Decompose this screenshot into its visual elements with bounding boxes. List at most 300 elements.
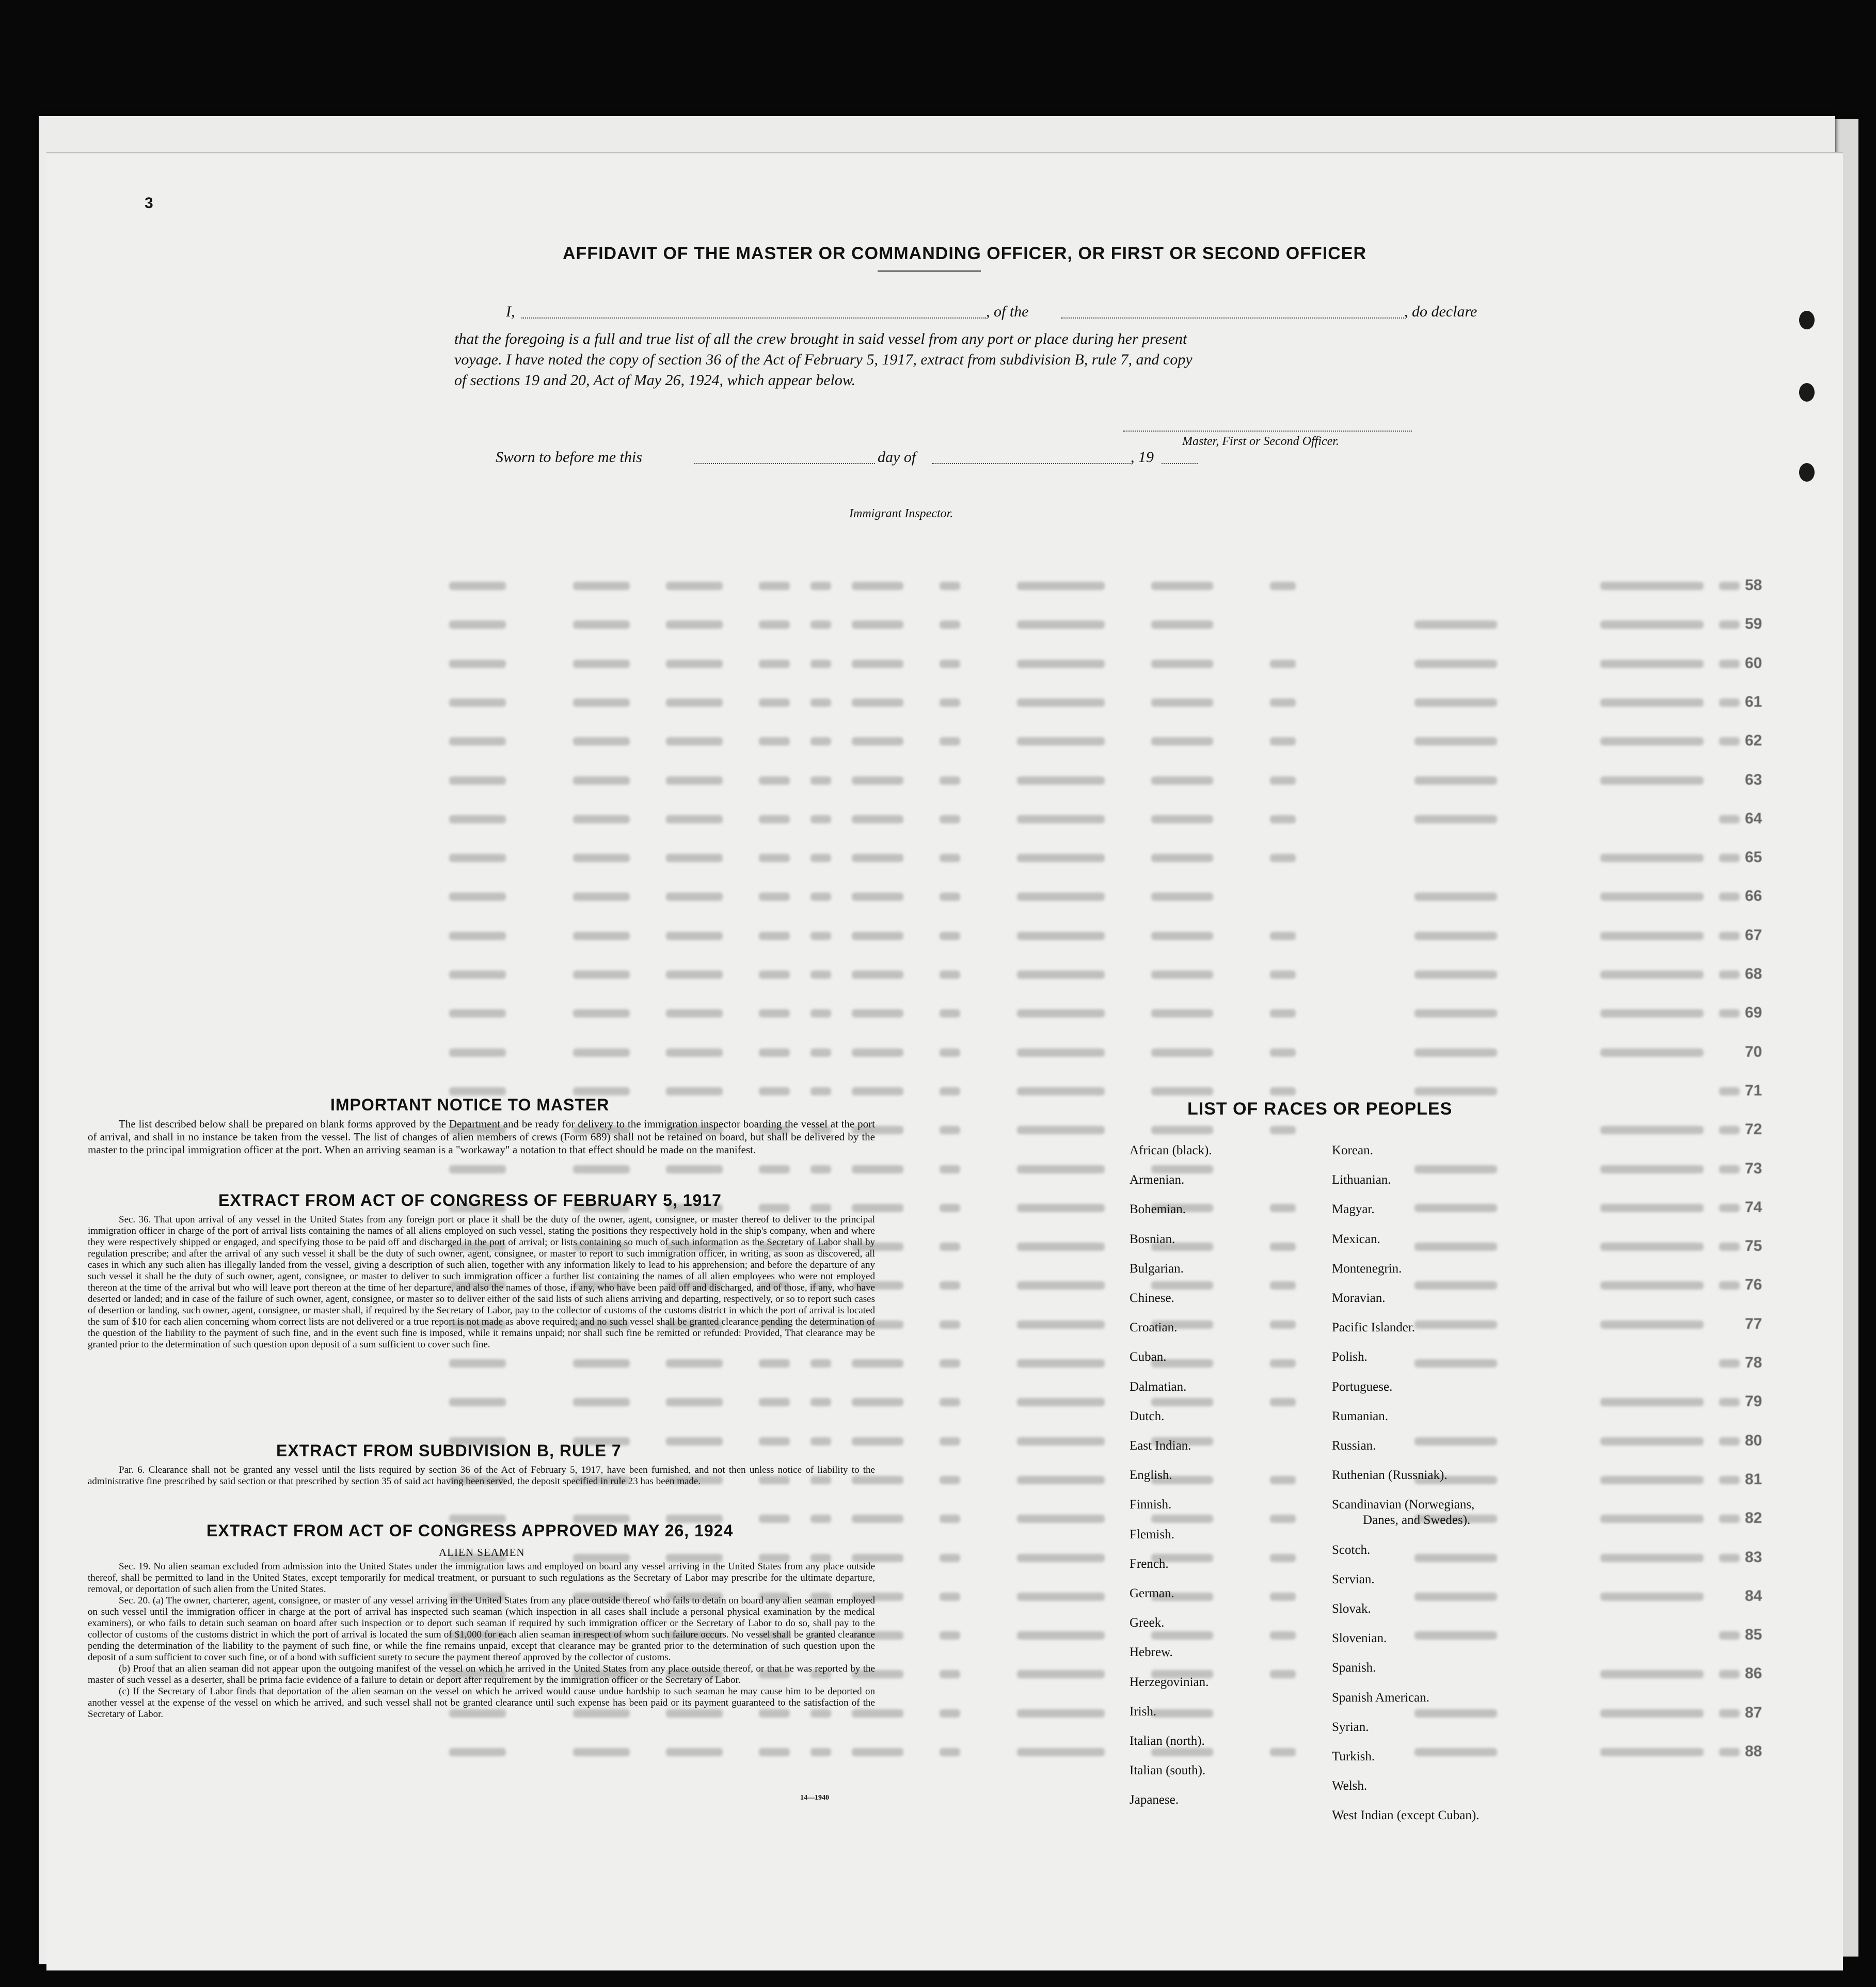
bleed-mark	[810, 971, 831, 979]
race-item: Rumanian.	[1332, 1409, 1389, 1423]
bleed-mark	[1017, 1709, 1105, 1718]
bleed-mark	[1270, 1281, 1296, 1290]
sworn-month-field[interactable]	[932, 463, 1131, 464]
bleed-mark	[1719, 971, 1740, 979]
race-item: Herzegovinian.	[1130, 1675, 1209, 1689]
bleed-mark	[1270, 698, 1296, 707]
bleed-mark	[1600, 971, 1704, 979]
bleed-mark	[940, 1709, 960, 1718]
bleed-mark	[759, 815, 790, 823]
bleed-mark	[1600, 582, 1704, 590]
bleed-mark	[810, 1009, 831, 1018]
bleed-mark	[1719, 1243, 1740, 1251]
bleed-row-number: 72	[1745, 1121, 1762, 1138]
bleed-mark	[1719, 1631, 1740, 1640]
rule-7-title: EXTRACT FROM SUBDIVISION B, RULE 7	[276, 1441, 622, 1460]
bleed-mark	[810, 698, 831, 707]
bleed-mark	[1719, 1204, 1740, 1212]
bleed-mark	[1017, 893, 1105, 901]
sworn-day-field[interactable]	[694, 463, 875, 464]
race-item: Japanese.	[1130, 1793, 1179, 1807]
bleed-mark	[1719, 1126, 1740, 1134]
bleed-mark	[1414, 698, 1497, 707]
bleed-mark	[810, 660, 831, 668]
bleed-mark	[810, 737, 831, 745]
bleed-mark	[940, 737, 960, 745]
bleed-mark	[1719, 1709, 1740, 1718]
bleed-mark	[940, 1126, 960, 1134]
bleed-mark	[1017, 1204, 1105, 1212]
bleed-mark	[1017, 1476, 1105, 1484]
race-item: Syrian.	[1332, 1720, 1369, 1734]
bleed-mark	[1270, 582, 1296, 590]
bleed-mark	[940, 1204, 960, 1212]
bleed-mark	[1600, 1437, 1704, 1445]
bleed-mark	[940, 1087, 960, 1095]
bleed-mark	[1600, 1476, 1704, 1484]
bleed-mark	[1719, 582, 1740, 590]
bleed-row-number: 60	[1745, 654, 1762, 672]
bleed-mark	[449, 1009, 506, 1018]
bleed-mark	[1414, 1009, 1497, 1018]
bleed-mark	[1600, 1009, 1704, 1018]
bleed-mark	[1017, 621, 1105, 629]
bleed-mark	[1600, 776, 1704, 785]
bleed-row-number: 86	[1745, 1665, 1762, 1682]
bleed-mark	[1719, 1515, 1740, 1523]
bleed-mark	[1151, 1709, 1213, 1718]
bleed-mark	[852, 1437, 903, 1445]
bleed-mark	[1719, 932, 1740, 940]
bleed-row-number: 88	[1745, 1743, 1762, 1760]
bleed-mark	[759, 1204, 790, 1212]
bleed-mark	[852, 1048, 903, 1057]
bleed-mark	[1151, 776, 1213, 785]
bleed-mark	[810, 776, 831, 785]
bleed-mark	[1270, 1476, 1296, 1484]
race-item: Scandinavian (Norwegians,	[1332, 1498, 1475, 1512]
bleed-mark	[1719, 1009, 1740, 1018]
bleed-mark	[759, 1009, 790, 1018]
bleed-mark	[852, 1748, 903, 1756]
bleed-mark	[810, 893, 831, 901]
bleed-mark	[573, 854, 630, 862]
races-title: LIST OF RACES OR PEOPLES	[1187, 1099, 1453, 1119]
bleed-mark	[852, 1398, 903, 1406]
bleed-row-number: 65	[1745, 849, 1762, 866]
bleed-mark	[852, 621, 903, 629]
bleed-mark	[1600, 1593, 1704, 1601]
bleed-mark	[810, 932, 831, 940]
bleed-mark	[759, 1165, 790, 1173]
bleed-mark	[1017, 1281, 1105, 1290]
bleed-mark	[1151, 660, 1213, 668]
bleed-mark	[1270, 1670, 1296, 1678]
bleed-mark	[1719, 1087, 1740, 1095]
bleed-mark	[1414, 1359, 1497, 1368]
bleed-mark	[449, 971, 506, 979]
bleed-mark	[1600, 1709, 1704, 1718]
bleed-mark	[810, 1437, 831, 1445]
race-item: Russian.	[1332, 1439, 1376, 1453]
race-item: Mexican.	[1332, 1232, 1380, 1246]
bleed-mark	[666, 1359, 723, 1368]
bleed-mark	[940, 1670, 960, 1678]
bleed-mark	[1600, 1243, 1704, 1251]
alien-seamen-subtitle: ALIEN SEAMEN	[439, 1546, 525, 1559]
bleed-mark	[940, 698, 960, 707]
bleed-mark	[1017, 932, 1105, 940]
sworn-year-field[interactable]	[1162, 463, 1198, 464]
of-the-label: , of the	[986, 303, 1029, 320]
bleed-mark	[449, 776, 506, 785]
bleed-mark	[1151, 893, 1213, 901]
bleed-mark	[852, 1515, 903, 1523]
form-sheet	[46, 152, 1843, 1970]
race-item: Dalmatian.	[1130, 1379, 1187, 1394]
bleed-mark	[1017, 1670, 1105, 1678]
bleed-mark	[1151, 1281, 1213, 1290]
race-item: East Indian.	[1130, 1439, 1191, 1453]
bleed-mark	[1270, 1204, 1296, 1212]
bleed-mark	[1600, 1204, 1704, 1212]
bleed-mark	[1270, 660, 1296, 668]
bleed-mark	[1414, 1554, 1497, 1562]
affidavit-i-label: I,	[506, 303, 515, 320]
bleed-mark	[759, 1748, 790, 1756]
bleed-mark	[940, 893, 960, 901]
bleed-mark	[1270, 1398, 1296, 1406]
race-item: French.	[1130, 1556, 1169, 1571]
bleed-mark	[1719, 1554, 1740, 1562]
bleed-mark	[1270, 1321, 1296, 1329]
bleed-mark	[1719, 1359, 1740, 1368]
race-item: Welsh.	[1332, 1779, 1368, 1793]
race-item: Slovak.	[1332, 1602, 1371, 1616]
bleed-mark	[940, 1476, 960, 1484]
bleed-mark	[1414, 893, 1497, 901]
bleed-mark	[1600, 932, 1704, 940]
race-item: Cuban.	[1130, 1350, 1167, 1364]
bleed-mark	[1600, 1670, 1704, 1678]
bleed-mark	[1414, 1593, 1497, 1601]
bleed-mark	[1017, 815, 1105, 823]
extract-1924-title: EXTRACT FROM ACT OF CONGRESS APPROVED MAY 26, 1924	[206, 1521, 734, 1540]
bleed-mark	[1151, 971, 1213, 979]
bleed-row-number: 68	[1745, 965, 1762, 982]
bleed-mark	[810, 1087, 831, 1095]
race-item: Dutch.	[1130, 1409, 1165, 1423]
bleed-mark	[940, 932, 960, 940]
bleed-row-number: 59	[1745, 615, 1762, 633]
bleed-mark	[449, 1165, 506, 1173]
bleed-mark	[1414, 1204, 1497, 1212]
bleed-mark	[852, 1009, 903, 1018]
title-rule	[878, 271, 981, 272]
bleed-mark	[940, 1437, 960, 1445]
bleed-mark	[1151, 815, 1213, 823]
bleed-mark	[666, 1087, 723, 1095]
bleed-mark	[1017, 1321, 1105, 1329]
bleed-mark	[1719, 1670, 1740, 1678]
bleed-mark	[1600, 1748, 1704, 1756]
bleed-mark	[449, 815, 506, 823]
bleed-mark	[1414, 932, 1497, 940]
race-item: Chinese.	[1130, 1291, 1174, 1305]
bleed-mark	[1719, 660, 1740, 668]
bleed-mark	[940, 1009, 960, 1018]
bleed-mark	[1270, 971, 1296, 979]
bleed-mark	[573, 621, 630, 629]
bleed-mark	[573, 1009, 630, 1018]
bleed-mark	[1151, 698, 1213, 707]
bleed-row-number: 78	[1745, 1354, 1762, 1371]
bleed-mark	[940, 621, 960, 629]
bleed-mark	[1151, 1515, 1213, 1523]
bleed-mark	[666, 932, 723, 940]
bleed-mark	[1270, 1359, 1296, 1368]
bleed-mark	[1017, 776, 1105, 785]
bleed-mark	[666, 1165, 723, 1173]
bleed-row-number: 84	[1745, 1587, 1762, 1604]
bleed-mark	[1719, 1748, 1740, 1756]
race-item: Irish.	[1130, 1704, 1157, 1719]
bleed-mark	[1151, 621, 1213, 629]
bleed-mark	[1151, 582, 1213, 590]
bleed-mark	[1151, 854, 1213, 862]
bleed-mark	[449, 1048, 506, 1057]
bleed-mark	[1600, 1515, 1704, 1523]
bleed-mark	[1151, 1165, 1213, 1173]
bleed-mark	[573, 932, 630, 940]
bleed-mark	[940, 1281, 960, 1290]
year-prefix-label: , 19	[1131, 449, 1154, 466]
bleed-row-number: 81	[1745, 1470, 1762, 1488]
bleed-mark	[1414, 1748, 1497, 1756]
bleed-mark	[1719, 1281, 1740, 1290]
bleed-mark	[573, 815, 630, 823]
bleed-mark	[759, 854, 790, 862]
bleed-mark	[940, 1243, 960, 1251]
bleed-mark	[940, 776, 960, 785]
bleed-mark	[1017, 698, 1105, 707]
bleed-mark	[1600, 1398, 1704, 1406]
bleed-mark	[1414, 971, 1497, 979]
bleed-mark	[449, 698, 506, 707]
bleed-mark	[1270, 854, 1296, 862]
bleed-mark	[1719, 698, 1740, 707]
section-20a-text: Sec. 20. (a) The owner, charterer, agent, consignee, or master of any vessel arriving in the United States from any place outside thereof who fails to detain on board any alien seaman employed on such vessel until the immigration officer in charge at the port of arrival has inspected such seaman (which inspection in all cases shall include a personal physical examination by the medical examiners), or who fails to detain such seaman on board after such inspection or to deport such seaman if required by such immigration officer or the Secretary of Labor to do so, shall pay to the collector of customs of the customs district in which the port of arrival is located the sum of $1,000 for each alien seaman in respect of whom such failure occurs. No vessel shall be granted clearance pending the determination of the liability to the payment of such fine, or while the fine remains unpaid, except that clearance may be granted prior to the determination of such question upon the deposit of a sum sufficient to cover such fine, or of a bond with sufficient surety to secure the payment thereof approved by the collector of customs.	[88, 1595, 875, 1663]
bleed-mark	[759, 1087, 790, 1095]
bleed-mark	[810, 1398, 831, 1406]
race-item: Polish.	[1332, 1350, 1368, 1364]
bleed-mark	[940, 1515, 960, 1523]
bleed-mark	[1719, 1437, 1740, 1445]
race-item: Portuguese.	[1332, 1379, 1393, 1394]
bleed-row-number: 64	[1745, 809, 1762, 827]
bleed-mark	[573, 893, 630, 901]
bleed-mark	[449, 1087, 506, 1095]
bleed-row-number: 63	[1745, 771, 1762, 788]
race-item: Italian (south).	[1130, 1763, 1206, 1778]
bleed-row-number: 74	[1745, 1198, 1762, 1216]
race-item: Italian (north).	[1130, 1734, 1205, 1748]
race-item: English.	[1130, 1468, 1172, 1483]
bleed-mark	[940, 854, 960, 862]
bleed-mark	[1414, 1709, 1497, 1718]
bleed-mark	[1719, 854, 1740, 862]
bleed-mark	[940, 1593, 960, 1601]
bleed-mark	[666, 1748, 723, 1756]
bleed-mark	[1151, 1087, 1213, 1095]
notice-text: The list described below shall be prepared on blank forms approved by the Department and be ready for delivery to the immigration inspector boarding the vessel at the port of arrival, and shall in no instance be taken from the vessel. The list of changes of alien members of crews (Form 689) shall not be retained on board, but shall be delivered by the master to the principal immigration officer at the port. When an arriving seaman is a "workaway" a notation to that effect should be made on the manifest.	[88, 1118, 875, 1156]
bleed-mark	[810, 1048, 831, 1057]
race-item: Pacific Islander.	[1332, 1321, 1416, 1335]
bleed-mark	[449, 932, 506, 940]
bleed-mark	[759, 582, 790, 590]
bleed-mark	[573, 1165, 630, 1173]
bleed-mark	[1017, 1165, 1105, 1173]
bleed-row-number: 70	[1745, 1043, 1762, 1060]
bleed-mark	[1719, 737, 1740, 745]
affidavit-line-4: of sections 19 and 20, Act of May 26, 1924, which appear below.	[454, 372, 856, 389]
bleed-mark	[759, 971, 790, 979]
bleed-mark	[852, 1204, 903, 1212]
do-declare-label: , do declare	[1404, 303, 1477, 320]
bleed-mark	[852, 1165, 903, 1173]
bleed-mark	[1719, 1476, 1740, 1484]
bleed-row-number: 76	[1745, 1276, 1762, 1294]
name-field[interactable]	[521, 317, 986, 319]
bleed-mark	[1270, 1515, 1296, 1523]
bleed-mark	[1270, 1009, 1296, 1018]
bleed-mark	[810, 815, 831, 823]
bleed-row-number: 85	[1745, 1626, 1762, 1644]
bleed-mark	[573, 1048, 630, 1057]
bleed-mark	[1414, 776, 1497, 785]
bleed-mark	[1414, 1048, 1497, 1057]
bleed-mark	[940, 1398, 960, 1406]
bleed-mark	[449, 893, 506, 901]
bleed-mark	[1017, 854, 1105, 862]
bleed-row-number: 82	[1745, 1509, 1762, 1527]
bleed-mark	[1414, 1631, 1497, 1640]
bleed-mark	[759, 621, 790, 629]
bleed-mark	[449, 1398, 506, 1406]
bleed-mark	[666, 621, 723, 629]
bleed-mark	[1600, 1048, 1704, 1057]
bleed-mark	[573, 971, 630, 979]
bleed-mark	[852, 971, 903, 979]
bleed-mark	[573, 1748, 630, 1756]
bleed-mark	[666, 660, 723, 668]
bleed-mark	[1270, 815, 1296, 823]
bleed-mark	[810, 1165, 831, 1173]
race-item: Magyar.	[1332, 1202, 1375, 1217]
bleed-mark	[940, 1048, 960, 1057]
vessel-field[interactable]	[1061, 317, 1404, 319]
bleed-mark	[810, 1204, 831, 1212]
bleed-mark	[1270, 1748, 1296, 1756]
bleed-mark	[810, 1748, 831, 1756]
bleed-mark	[1017, 1126, 1105, 1134]
bleed-mark	[852, 582, 903, 590]
bleed-row-number: 75	[1745, 1237, 1762, 1255]
race-item: Spanish.	[1332, 1661, 1376, 1675]
bleed-mark	[1414, 737, 1497, 745]
bleed-row-number: 67	[1745, 926, 1762, 944]
bleed-row-number: 73	[1745, 1159, 1762, 1177]
bleed-mark	[1270, 776, 1296, 785]
bleed-row-number: 69	[1745, 1004, 1762, 1022]
bleed-mark	[1600, 698, 1704, 707]
bleed-mark	[1017, 582, 1105, 590]
race-item: Moravian.	[1332, 1291, 1386, 1305]
bleed-mark	[759, 660, 790, 668]
bleed-row-number: 83	[1745, 1548, 1762, 1566]
race-item: German.	[1130, 1586, 1174, 1600]
race-item: Armenian.	[1130, 1173, 1185, 1187]
bleed-mark	[1151, 1048, 1213, 1057]
bleed-mark	[810, 1515, 831, 1523]
bleed-mark	[810, 621, 831, 629]
section-19-text: Sec. 19. No alien seaman excluded from admission into the United States under the immigration laws and employed on board any vessel arriving in the United States from any place outside thereof, shall be permitted to land in the United States, except temporarily for medical treatment, or pursuant to such regulations as the Secretary of Labor may prescribe for the ultimate departure, removal, or deportation of such alien from the United States.	[88, 1561, 875, 1595]
bleed-mark	[940, 815, 960, 823]
race-item: Turkish.	[1332, 1750, 1375, 1763]
bleed-mark	[852, 815, 903, 823]
bleed-mark	[852, 854, 903, 862]
bleed-mark	[573, 1398, 630, 1406]
bleed-mark	[1017, 737, 1105, 745]
bleed-mark	[1600, 1165, 1704, 1173]
bleed-mark	[1017, 1593, 1105, 1601]
bleed-row-number: 77	[1745, 1315, 1762, 1332]
bleed-mark	[1151, 737, 1213, 745]
race-item: Greek.	[1130, 1616, 1165, 1630]
bleed-mark	[1414, 660, 1497, 668]
bleed-mark	[1414, 1281, 1497, 1290]
bleed-mark	[1719, 1398, 1740, 1406]
bleed-mark	[1017, 1359, 1105, 1368]
race-item: Danes, and Swedes).	[1363, 1513, 1471, 1528]
bleed-mark	[1017, 1009, 1105, 1018]
bleed-mark	[573, 776, 630, 785]
bleed-mark	[1017, 1631, 1105, 1640]
bleed-mark	[1600, 737, 1704, 745]
bleed-mark	[1270, 1048, 1296, 1057]
bleed-mark	[852, 776, 903, 785]
bleed-mark	[852, 698, 903, 707]
bleed-mark	[1270, 1593, 1296, 1601]
corner-mark: 3	[145, 195, 153, 212]
bleed-mark	[1719, 1165, 1740, 1173]
bleed-mark	[852, 893, 903, 901]
bleed-mark	[759, 932, 790, 940]
bleed-mark	[1017, 660, 1105, 668]
bleed-mark	[666, 1009, 723, 1018]
bleed-row-number: 66	[1745, 887, 1762, 905]
sworn-label: Sworn to before me this	[496, 449, 642, 466]
bleed-mark	[666, 776, 723, 785]
master-signature-field[interactable]	[1123, 431, 1412, 432]
bleed-mark	[449, 737, 506, 745]
bleed-mark	[852, 660, 903, 668]
bleed-mark	[1151, 1126, 1213, 1134]
race-item: Scotch.	[1332, 1543, 1371, 1557]
bleed-mark	[940, 582, 960, 590]
bleed-row-number: 79	[1745, 1393, 1762, 1410]
bleed-mark	[1414, 621, 1497, 629]
